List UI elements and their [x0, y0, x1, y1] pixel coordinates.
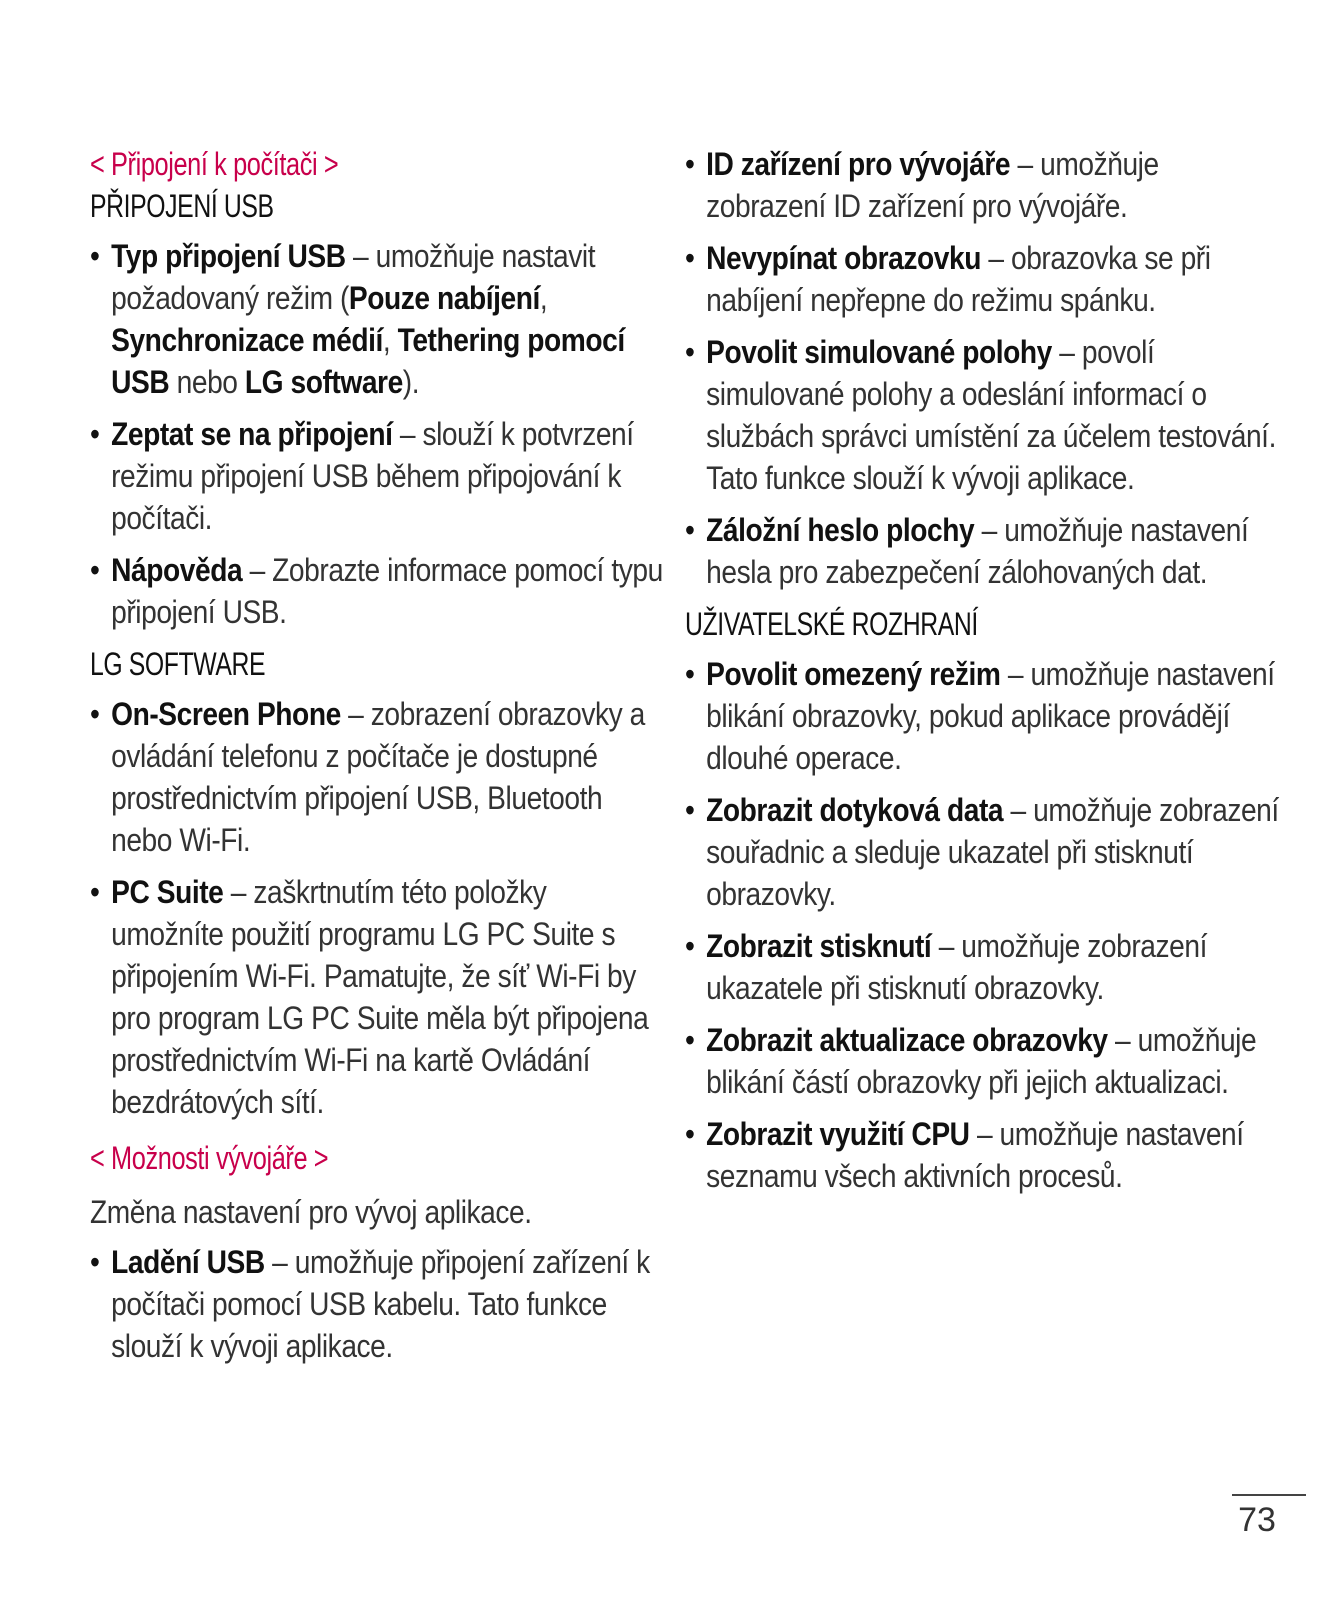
- bullet-icon: •: [90, 238, 100, 274]
- item-term: Zobrazit využití CPU: [706, 1116, 970, 1152]
- lg-software-heading: LG SOFTWARE: [90, 646, 266, 682]
- usb-options-list: [90, 235, 665, 633]
- developer-options-intro: Změna nastavení pro vývoj aplikace.: [90, 1194, 532, 1230]
- list-item: [685, 925, 1285, 1009]
- developer-options-list-left: [90, 1241, 665, 1367]
- item-text: – obrazovka se při nabíjení nepřepne do režimu spánku.: [706, 240, 1211, 318]
- page-number-rule: [1232, 1494, 1306, 1496]
- item-text: – Zobrazte informace pomocí typu připojení USB.: [111, 552, 663, 630]
- connect-to-pc-heading: < Připojení k počítači >: [90, 146, 339, 182]
- item-term: ID zařízení pro vývojáře: [706, 146, 1011, 182]
- list-item: [90, 871, 665, 1123]
- list-item: [90, 549, 665, 633]
- list-item: [685, 1019, 1285, 1103]
- left-column-content: [90, 143, 665, 1367]
- bullet-icon: •: [685, 512, 695, 548]
- right-column-content: [685, 143, 1285, 1197]
- item-text: – umožňuje nastavení hesla pro zabezpečení zálohovaných dat.: [706, 512, 1249, 590]
- bullet-icon: •: [90, 416, 100, 452]
- list-item: [685, 789, 1285, 915]
- item-text: – umožňuje zobrazení souřadnic a sleduje ukazatel při stisknutí obrazovky.: [706, 792, 1279, 912]
- list-item: [685, 331, 1285, 499]
- developer-options-list-right: [685, 143, 1285, 593]
- bullet-icon: •: [685, 334, 695, 370]
- bullet-icon: •: [685, 1022, 695, 1058]
- item-term: Zeptat se na připojení: [111, 416, 393, 452]
- item-text: – umožňuje zobrazení ukazatele při stisknutí obrazovky.: [706, 928, 1207, 1006]
- item-option: Pouze nabíjení: [348, 280, 540, 316]
- user-interface-list: [685, 653, 1285, 1197]
- item-text: – umožňuje připojení zařízení k počítači pomocí USB kabelu. Tato funkce slouží k vývoji aplikace.: [111, 1244, 650, 1364]
- item-text: – zaškrtnutím této položky umožníte použití programu LG PC Suite s připojením Wi-Fi. Pamatujte, že síť Wi-Fi by pro program LG PC Suite měla být připojena prostřednictvím Wi-Fi na kartě Ovládání bezdrátových sítí.: [111, 874, 649, 1120]
- item-text: – umožňuje nastavení seznamu všech aktivních procesů.: [706, 1116, 1244, 1194]
- item-separator: ,: [539, 280, 548, 316]
- item-separator: ,: [382, 322, 398, 358]
- item-option: LG software: [244, 364, 403, 400]
- lg-software-list: [90, 693, 665, 1123]
- list-item: [90, 235, 665, 403]
- item-text: – zobrazení obrazovky a ovládání telefonu z počítače je dostupné prostřednictvím připojení USB, Bluetooth nebo Wi-Fi.: [111, 696, 645, 858]
- bullet-icon: •: [685, 792, 695, 828]
- item-term: Zobrazit aktualizace obrazovky: [706, 1022, 1108, 1058]
- item-term: Nevypínat obrazovku: [706, 240, 981, 276]
- item-term: Záložní heslo plochy: [706, 512, 975, 548]
- bullet-icon: •: [90, 1244, 100, 1280]
- bullet-icon: •: [685, 240, 695, 276]
- item-option: Tethering pomocí USB: [111, 322, 625, 400]
- item-text: – umožňuje blikání částí obrazovky při jejich aktualizaci.: [706, 1022, 1257, 1100]
- list-item: [685, 653, 1285, 779]
- list-item: [90, 693, 665, 861]
- item-term: Zobrazit dotyková data: [706, 792, 1004, 828]
- bullet-icon: •: [90, 552, 100, 588]
- list-item: [90, 413, 665, 539]
- item-term: Povolit omezený režim: [706, 656, 1001, 692]
- usb-connection-heading: PŘIPOJENÍ USB: [90, 188, 274, 224]
- item-term: PC Suite: [111, 874, 224, 910]
- bullet-icon: •: [685, 656, 695, 692]
- bullet-icon: •: [90, 696, 100, 732]
- item-term: Ladění USB: [111, 1244, 265, 1280]
- list-item: [685, 1113, 1285, 1197]
- item-option: Synchronizace médií: [111, 322, 383, 358]
- developer-options-heading: < Možnosti vývojáře >: [90, 1140, 329, 1176]
- item-separator: nebo: [169, 364, 245, 400]
- item-term: Povolit simulované polohy: [706, 334, 1052, 370]
- bullet-icon: •: [685, 1116, 695, 1152]
- bullet-icon: •: [685, 146, 695, 182]
- list-item: [685, 237, 1285, 321]
- item-text: – umožňuje zobrazení ID zařízení pro vývojáře.: [706, 146, 1159, 224]
- bullet-icon: •: [685, 928, 695, 964]
- item-term: Typ připojení USB: [111, 238, 346, 274]
- item-term: Nápověda: [111, 552, 243, 588]
- item-text: – slouží k potvrzení režimu připojení USB během připojování k počítači.: [111, 416, 634, 536]
- list-item: [685, 509, 1285, 593]
- left-column: [90, 143, 665, 1377]
- item-text: – umožňuje nastavit požadovaný režim (: [111, 238, 596, 316]
- item-text: ).: [402, 364, 420, 400]
- item-text: – povolí simulované polohy a odeslání informací o službách správci umístění za účelem testování. Tato funkce slouží k vývoji aplikace.: [706, 334, 1276, 496]
- page-number: 73: [1238, 1501, 1276, 1539]
- item-text: – umožňuje nastavení blikání obrazovky, pokud aplikace provádějí dlouhé operace.: [706, 656, 1275, 776]
- item-term: On-Screen Phone: [111, 696, 341, 732]
- item-term: Zobrazit stisknutí: [706, 928, 932, 964]
- right-column: [685, 143, 1285, 1207]
- user-interface-heading: UŽIVATELSKÉ ROZHRANÍ: [685, 606, 978, 642]
- list-item: [90, 1241, 665, 1367]
- list-item: [685, 143, 1285, 227]
- bullet-icon: •: [90, 874, 100, 910]
